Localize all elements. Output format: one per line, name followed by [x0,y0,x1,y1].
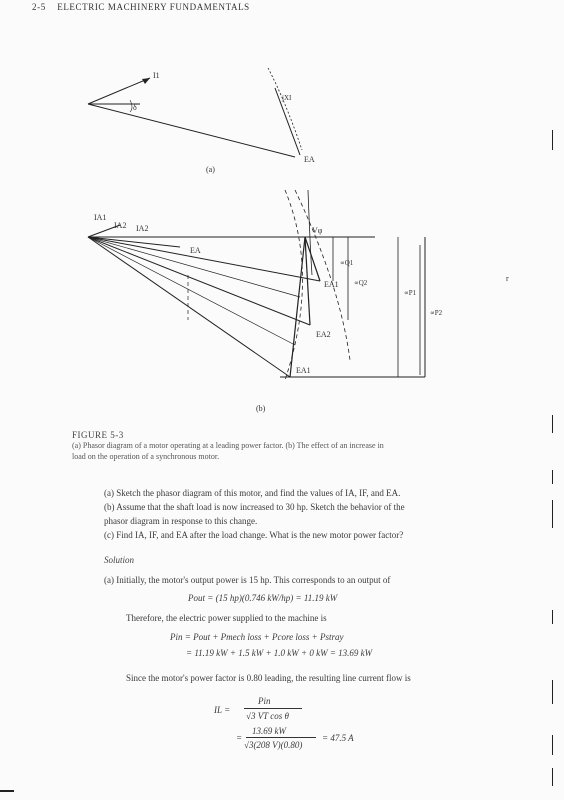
equation-numeric-numerator: 13.69 kW [252,726,286,736]
equation-il-denominator: √3 VT cos θ [246,711,289,721]
label-ia2: IA2 [114,221,127,230]
phasor-diagram-b [80,185,560,415]
margin-mark [552,130,553,150]
equation-il-lhs: IL = [214,705,231,715]
locus-arc [268,68,302,150]
figure-b-label: (b) [256,404,266,413]
label-current-a: I1 [153,71,160,80]
equation-il-numerator: Pin [258,696,271,706]
ea-phasor-line [88,104,295,157]
equation-pin-lhs: Pin = Pout + Pmech loss + Pcore loss + Pstray [170,632,344,642]
margin-mark [552,768,553,786]
label-p2: ∝Q2 [354,279,368,287]
label-ea2: EA2 [316,330,331,339]
current-phasor-line [88,78,150,104]
figure-caption-title: FIGURE 5-3 [72,430,124,440]
solution-since: Since the motor's power factor is 0.80 leading, the resulting line current flow is [126,673,411,683]
label-ea-b: EA [190,246,201,255]
solution-intro: (a) Initially, the motor's output power is 15 hp. This corresponds to an output of [104,575,391,585]
margin-mark [552,735,553,755]
label-ia1: IA1 [94,213,107,222]
label-p3: ∝P1 [404,289,417,297]
solution-title: Solution [104,555,135,565]
label-jxi: jXI [282,94,292,102]
problem-part-c: (c) Find IA, IF, and EA after the load change. What is the new motor power factor? [104,530,404,540]
label-ea3: EA1 [296,366,311,375]
figure-a-label: (a) [206,165,215,174]
label-ea-a: EA [304,155,315,164]
figure-caption-line-2: load on the operation of a synchronous motor. [72,452,220,461]
label-p4: ∝P2 [430,309,443,317]
equation-pin-rhs: = 11.19 kW + 1.5 kW + 1.0 kW + 0 kW = 13.69 kW [186,648,373,658]
margin-mark [552,680,553,704]
equation-result: = 47.5 A [322,733,354,743]
running-header [32,2,250,12]
label-ea1: EA1 [324,280,339,289]
label-r: r [506,274,509,283]
label-vphi: Vφ [312,226,323,235]
phasor-diagram-a [70,60,350,180]
equation-pout: Pout = (15 hp)(0.746 kW/hp) = 11.19 kW [188,593,338,603]
page-corner-mark [0,790,14,792]
margin-mark [552,470,553,484]
solution-therefore: Therefore, the electric power supplied to the machine is [126,613,327,623]
angle-arc [130,100,132,112]
margin-mark [552,415,553,433]
ea3-line [88,237,290,377]
page-number: 2-5 [32,2,46,12]
margin-mark [552,500,553,528]
margin-mark [552,610,553,624]
equals-sign: = [236,733,243,743]
label-ia2b: IA2 [136,224,149,233]
label-p1: ∝Q1 [340,259,354,267]
problem-part-b: (b) Assume that the shaft load is now increased to 30 hp. Sketch the behavior of the [104,502,405,512]
fraction-bar-2 [246,737,316,738]
problem-part-a: (a) Sketch the phasor diagram of this motor, and find the values of IA, IF, and EA. [104,488,401,498]
label-delta: δ [133,103,137,112]
figure-caption-line-1: (a) Phasor diagram of a motor operating at a leading power factor. (b) The effect of an increase in [72,441,384,450]
problem-part-b-cont: phasor diagram in response to this change. [104,516,258,526]
fraction-bar-1 [244,708,302,709]
ea1-line [88,237,320,281]
equation-numeric-denominator: √3(208 V)(0.80) [244,740,303,750]
running-title: ELECTRIC MACHINERY FUNDAMENTALS [57,2,250,12]
